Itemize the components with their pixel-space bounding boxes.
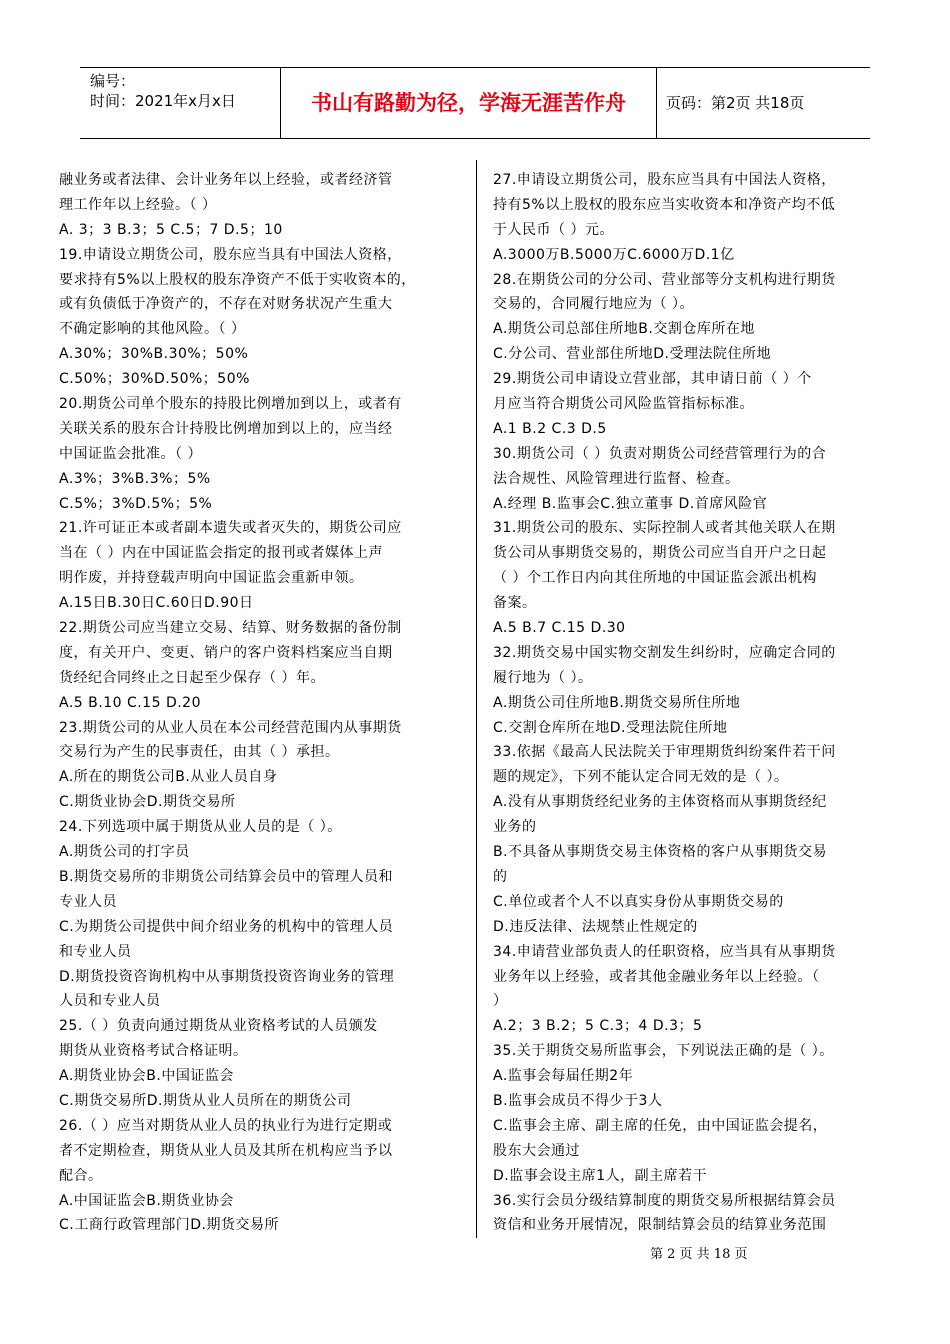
text-line: 明作废，并持登载声明向中国证监会重新申领。 <box>59 570 364 587</box>
text-line: 货经纪合同终止之日起至少保存（ ）年。 <box>59 669 325 686</box>
text-line: C.期货业协会D.期货交易所 <box>59 794 236 811</box>
text-line: C.交割仓库所在地D.受理法院住所地 <box>493 719 728 736</box>
text-line: 资信和业务开展情况，限制结算会员的结算业务范围 <box>493 1217 827 1234</box>
text-line: C.单位或者个人不以真实身份从事期货交易的 <box>493 893 784 910</box>
page-header <box>80 67 870 139</box>
text-line: A.期货公司总部住所地B.交割仓库所在地 <box>493 321 755 338</box>
text-line: 中国证监会批准。（ ） <box>59 445 202 462</box>
header-meta-cell <box>80 68 280 138</box>
text-line: 题的规定》，下列不能认定合同无效的是（ ）。 <box>493 769 789 786</box>
text-line: 36.实行会员分级结算制度的期货交易所根据结算会员 <box>493 1192 836 1209</box>
text-line: 交易的，合同履行地应为（ ）。 <box>493 296 694 313</box>
text-line: 35.关于期货交易所监事会，下列说法正确的是（ ）。 <box>493 1043 834 1060</box>
document-time-label: 时间：2021年x月x日 <box>90 92 236 110</box>
text-line: 交易行为产生的民事责任，由其（ ）承担。 <box>59 744 340 761</box>
text-line: C.为期货公司提供中间介绍业务的机构中的管理人员 <box>59 918 394 935</box>
text-line: C.期货交易所D.期货从业人员所在的期货公司 <box>59 1092 352 1109</box>
text-line: 专业人员 <box>59 893 117 910</box>
text-line: C.分公司、营业部住所地D.受理法院住所地 <box>493 346 771 363</box>
right-column <box>493 168 893 1238</box>
text-line: A.没有从事期货经纪业务的主体资格而从事期货经纪 <box>493 794 827 811</box>
text-line: 配合。 <box>59 1167 103 1184</box>
text-line: 要求持有5%以上股权的股东净资产不低于实收资本的， <box>59 271 416 288</box>
text-line: A.期货业协会B.中国证监会 <box>59 1068 234 1085</box>
header-motto-cell <box>280 68 657 138</box>
text-line: （ ）个工作日内向其住所地的中国证监会派出机构 <box>493 570 817 587</box>
text-line: A.期货公司的打字员 <box>59 844 190 861</box>
text-line: 33.依据《最高人民法院关于审理期货纠纷案件若干问 <box>493 744 836 761</box>
column-divider <box>476 160 477 1238</box>
text-line: B.不具备从事期货交易主体资格的客户从事期货交易 <box>493 844 828 861</box>
text-line: A.中国证监会B.期货业协会 <box>59 1192 234 1209</box>
text-line: C.5%；3%D.5%；5% <box>59 495 213 512</box>
text-line: A.经理 B.监事会C.独立董事 D.首席风险官 <box>493 495 768 512</box>
text-line: 24.下列选项中属于期货从业人员的是（ ）。 <box>59 819 342 836</box>
text-line: A.2；3 B.2；5 C.3；4 D.3；5 <box>493 1018 703 1035</box>
text-line: 月应当符合期货公司风险监管指标标准。 <box>493 396 754 413</box>
text-line: 31.期货公司的股东、实际控制人或者其他关联人在期 <box>493 520 836 537</box>
text-line: 业务的 <box>493 819 537 836</box>
text-line: A.3000万B.5000万C.6000万D.1亿 <box>493 246 735 263</box>
text-line: 持有5%以上股权的股东应当实收资本和净资产均不低 <box>493 196 836 213</box>
text-line: A.监事会每届任期2年 <box>493 1068 634 1085</box>
text-line: 23.期货公司的从业人员在本公司经营范围内从事期货 <box>59 719 402 736</box>
text-line: 期货从业资格考试合格证明。 <box>59 1043 248 1060</box>
text-line: 25.（ ）负责向通过期货从业资格考试的人员颁发 <box>59 1018 378 1035</box>
text-line: 业务年以上经验，或者其他金融业务年以上经验。（ <box>493 968 820 985</box>
text-line: 于人民币（ ）元。 <box>493 221 614 238</box>
header-page-info: 页码：第2页 共18页 <box>666 94 805 112</box>
text-line: 30.期货公司（ ）负责对期货公司经营管理行为的合 <box>493 445 827 462</box>
text-line: 股东大会通过 <box>493 1142 580 1159</box>
text-line: A. 3；3 B.3；5 C.5；7 D.5；10 <box>59 221 283 238</box>
text-line: 度，有关开户、变更、销户的客户资料档案应当自期 <box>59 644 393 661</box>
text-line: A.期货公司住所地B.期货交易所住所地 <box>493 694 741 711</box>
left-column <box>59 168 461 1238</box>
page-footer: 第 2 页 共 18 页 <box>650 1247 748 1262</box>
text-line: 货公司从事期货交易的，期货公司应当自开户之日起 <box>493 545 827 562</box>
text-line: D.监事会设主席1人，副主席若干 <box>493 1167 708 1184</box>
text-line: D.违反法律、法规禁止性规定的 <box>493 918 698 935</box>
text-line: C.监事会主席、副主席的任免，由中国证监会提名， <box>493 1117 828 1134</box>
text-line: A.30%；30%B.30%；50% <box>59 346 249 363</box>
text-line: 22.期货公司应当建立交易、结算、财务数据的备份制 <box>59 620 402 637</box>
text-line: 法合规性、风险管理进行监督、检查。 <box>493 470 740 487</box>
text-line: 当在（ ）内在中国证监会指定的报刊或者媒体上声 <box>59 545 383 562</box>
text-line: 19.申请设立期货公司，股东应当具有中国法人资格， <box>59 246 402 263</box>
text-line: 的 <box>493 868 508 885</box>
text-line: B.期货交易所的非期货公司结算会员中的管理人员和 <box>59 868 394 885</box>
text-line: 32.期货交易中国实物交割发生纠纷时，应确定合同的 <box>493 644 836 661</box>
text-line: 理工作年以上经验。（ ） <box>59 196 217 213</box>
text-line: B.监事会成员不得少于3人 <box>493 1092 663 1109</box>
text-line: A.1 B.2 C.3 D.5 <box>493 420 607 437</box>
text-line: A.所在的期货公司B.从业人员自身 <box>59 769 278 786</box>
header-page-cell <box>656 68 870 138</box>
text-line: 关联关系的股东合计持股比例增加到以上的，应当经 <box>59 420 393 437</box>
text-line: 履行地为（ ）。 <box>493 669 593 686</box>
text-line: 者不定期检查，期货从业人员及其所在机构应当予以 <box>59 1142 393 1159</box>
text-line: 26.（ ）应当对期货从业人员的执业行为进行定期或 <box>59 1117 393 1134</box>
text-line: 融业务或者法律、会计业务年以上经验，或者经济管 <box>59 172 393 188</box>
text-line: 21.许可证正本或者副本遗失或者灭失的，期货公司应 <box>59 520 402 537</box>
text-line: 不确定影响的其他风险。（ ） <box>59 321 246 338</box>
header-motto: 书山有路勤为径，学海无涯苦作舟 <box>311 91 626 115</box>
text-line: A.5 B.10 C.15 D.20 <box>59 694 201 711</box>
text-line: 人员和专业人员 <box>59 993 161 1010</box>
text-line: ） <box>493 993 508 1010</box>
text-line: C.工商行政管理部门D.期货交易所 <box>59 1217 279 1234</box>
text-line: 或有负债低于净资产的，不存在对财务状况产生重大 <box>59 296 393 313</box>
text-line: 27.申请设立期货公司，股东应当具有中国法人资格， <box>493 172 836 188</box>
text-line: A.15日B.30日C.60日D.90日 <box>59 595 254 612</box>
text-line: 备案。 <box>493 595 537 612</box>
text-line: D.期货投资咨询机构中从事期货投资咨询业务的管理 <box>59 968 395 985</box>
text-line: 20.期货公司单个股东的持股比例增加到以上，或者有 <box>59 396 402 413</box>
text-line: 和专业人员 <box>59 943 132 960</box>
text-line: A.5 B.7 C.15 D.30 <box>493 620 626 637</box>
text-line: 28.在期货公司的分公司、营业部等分支机构进行期货 <box>493 271 836 288</box>
text-line: 29.期货公司申请设立营业部，其申请日前（ ）个 <box>493 371 812 388</box>
text-line: C.50%；30%D.50%；50% <box>59 371 250 388</box>
text-line: 34.申请营业部负责人的任职资格，应当具有从事期货 <box>493 943 836 960</box>
document-number-label: 编号： <box>90 72 136 90</box>
text-line: A.3%；3%B.3%；5% <box>59 470 211 487</box>
